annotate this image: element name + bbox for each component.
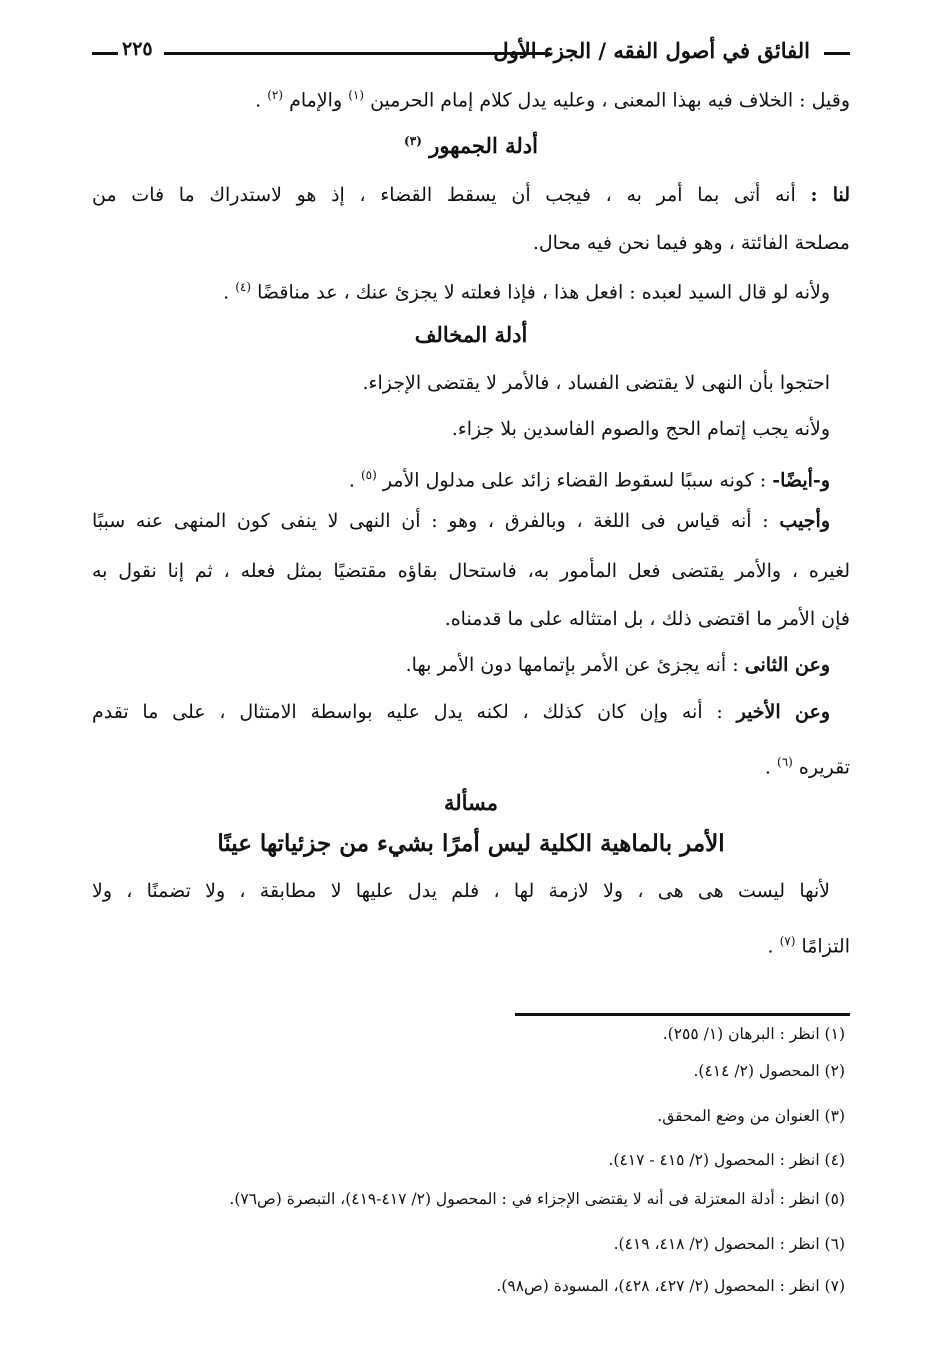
paragraph-8-word: تقريره [798, 756, 850, 779]
footnote-ref-3: (٣) [404, 134, 422, 148]
paragraph-5 [349, 460, 830, 495]
paragraph-2-end: . [223, 281, 230, 304]
paragraph-6-line-3: فإن الأمر ما اقتضى ذلك ، بل امتثاله على ما قدمناه. [444, 608, 850, 630]
footnote-ref-1: (١) [348, 88, 365, 102]
paragraph-1-lead: لنا : [810, 184, 851, 206]
footnote-ref-2: (٢) [267, 88, 284, 102]
footnote-ref-6: (٦) [777, 755, 793, 769]
paragraph-1-line-2: مصلحة الفائتة ، وهو فيما نحن فيه محال. [532, 232, 850, 254]
footnote-ref-4: (٤) [235, 280, 252, 294]
paragraph-4: ولأنه يجب إتمام الحج والصوم الفاسدين بلا جزاء. [451, 418, 830, 440]
heading-issue-title: الأمر بالماهية الكلية ليس أمرًا بشيء من جزئياتها عينًا [217, 830, 725, 857]
paragraph-1-line-1 [92, 180, 850, 210]
page-number: ٢٢٥ [122, 38, 153, 60]
footnote-ref-5: (٥) [360, 468, 377, 482]
paragraph-9-end: . [767, 935, 774, 958]
line-1-end: . [255, 89, 262, 112]
paragraph-2-text: ولأنه لو قال السيد لعبده : افعل هذا ، فإذا فعلته لا يجزئ عنك ، عد مناقضًا [257, 281, 830, 304]
line-1-mid: والإمام [289, 89, 343, 112]
paragraph-7 [406, 650, 830, 680]
line-1 [255, 80, 850, 115]
paragraph-7-text: : أنه يجزئ عن الأمر بإتمامها دون الأمر بها. [405, 654, 739, 676]
paragraph-8-lead: وعن الأخير [736, 701, 831, 723]
footnote-5: (٥) انظر : أدلة المعتزلة فى أنه لا يقتضى الإجزاء في : المحصول (٢/ ٤١٧-٤١٩)، التبصرة (ص٧٦). [229, 1190, 845, 1208]
paragraph-5-text: : كونه سببًا لسقوط القضاء زائد على مدلول الأمر [382, 469, 767, 492]
paragraph-7-lead: وعن الثانى [744, 654, 830, 676]
heading-majority-evidence [92, 133, 850, 158]
footnote-3: (٣) العنوان من وضع المحقق. [657, 1107, 845, 1125]
footnote-1: (١) انظر : البرهان (١/ ٢٥٥). [662, 1025, 845, 1043]
paragraph-9-line-2 [768, 926, 851, 961]
paragraph-8-line-1 [92, 697, 830, 727]
paragraph-8-end: . [764, 756, 771, 779]
header-rule [164, 52, 550, 55]
paragraph-5-lead: و-أيضًا- [772, 469, 830, 492]
paragraph-1-text: أنه أتى بما أمر به ، فيجب أن يسقط القضاء ، إذ هو لاستدراك ما فات من [92, 184, 796, 206]
header-dash-right [824, 52, 850, 55]
footnote-separator [515, 1013, 850, 1016]
footnote-ref-7: (٧) [779, 934, 796, 948]
running-header [92, 38, 850, 68]
paragraph-5-end: . [348, 469, 355, 492]
heading-majority-text: أدلة الجمهور [429, 133, 538, 158]
line-1-text: وقيل : الخلاف فيه بهذا المعنى ، وعليه يدل كلام إمام الحرمين [370, 89, 850, 112]
paragraph-9-line-1: لأنها ليست هى هى ، ولا لازمة لها ، فلم يدل عليها لا مطابقة ، ولا تضمنًا ، ولا [92, 880, 830, 902]
header-dash-left [92, 52, 118, 55]
paragraph-3: احتجوا بأن النهى لا يقتضى الفساد ، فالأمر لا يقتضى الإجزاء. [362, 372, 830, 394]
paragraph-6-line-1 [92, 506, 830, 536]
paragraph-6-text: : أنه قياس فى اللغة ، وبالفرق ، وهو : أن النهى لا ينفى كون المنهى عنه سببًا [92, 510, 769, 532]
paragraph-6-lead: وأجيب [779, 510, 830, 532]
footnote-2: (٢) المحصول (٢/ ٤١٤). [693, 1062, 845, 1080]
paragraph-8-line-2 [765, 747, 850, 782]
header-title: الفائق في أصول الفقه / الجزء الأول [493, 38, 810, 63]
heading-opponent-evidence: أدلة المخالف [414, 322, 528, 347]
footnote-4: (٤) انظر : المحصول (٢/ ٤١٥ - ٤١٧). [608, 1151, 845, 1169]
paragraph-8-text: : أنه وإن كان كذلك ، لكنه يدل عليه بواسطة الامتثال ، على ما تقدم [92, 701, 723, 723]
paragraph-2 [223, 272, 830, 307]
footnote-7: (٧) انظر : المحصول (٢/ ٤٢٧، ٤٢٨)، المسودة (ص٩٨). [496, 1277, 845, 1295]
heading-issue: مسألة [443, 790, 499, 815]
footnote-6: (٦) انظر : المحصول (٢/ ٤١٨، ٤١٩). [613, 1235, 845, 1253]
paragraph-9-word: التزامًا [801, 935, 850, 958]
paragraph-6-line-2: لغيره ، والأمر يقتضى فعل المأمور به، فاستحال بقاؤه مقتضيًا بمثل فعله ، ثم إنا نقول به [92, 560, 850, 582]
